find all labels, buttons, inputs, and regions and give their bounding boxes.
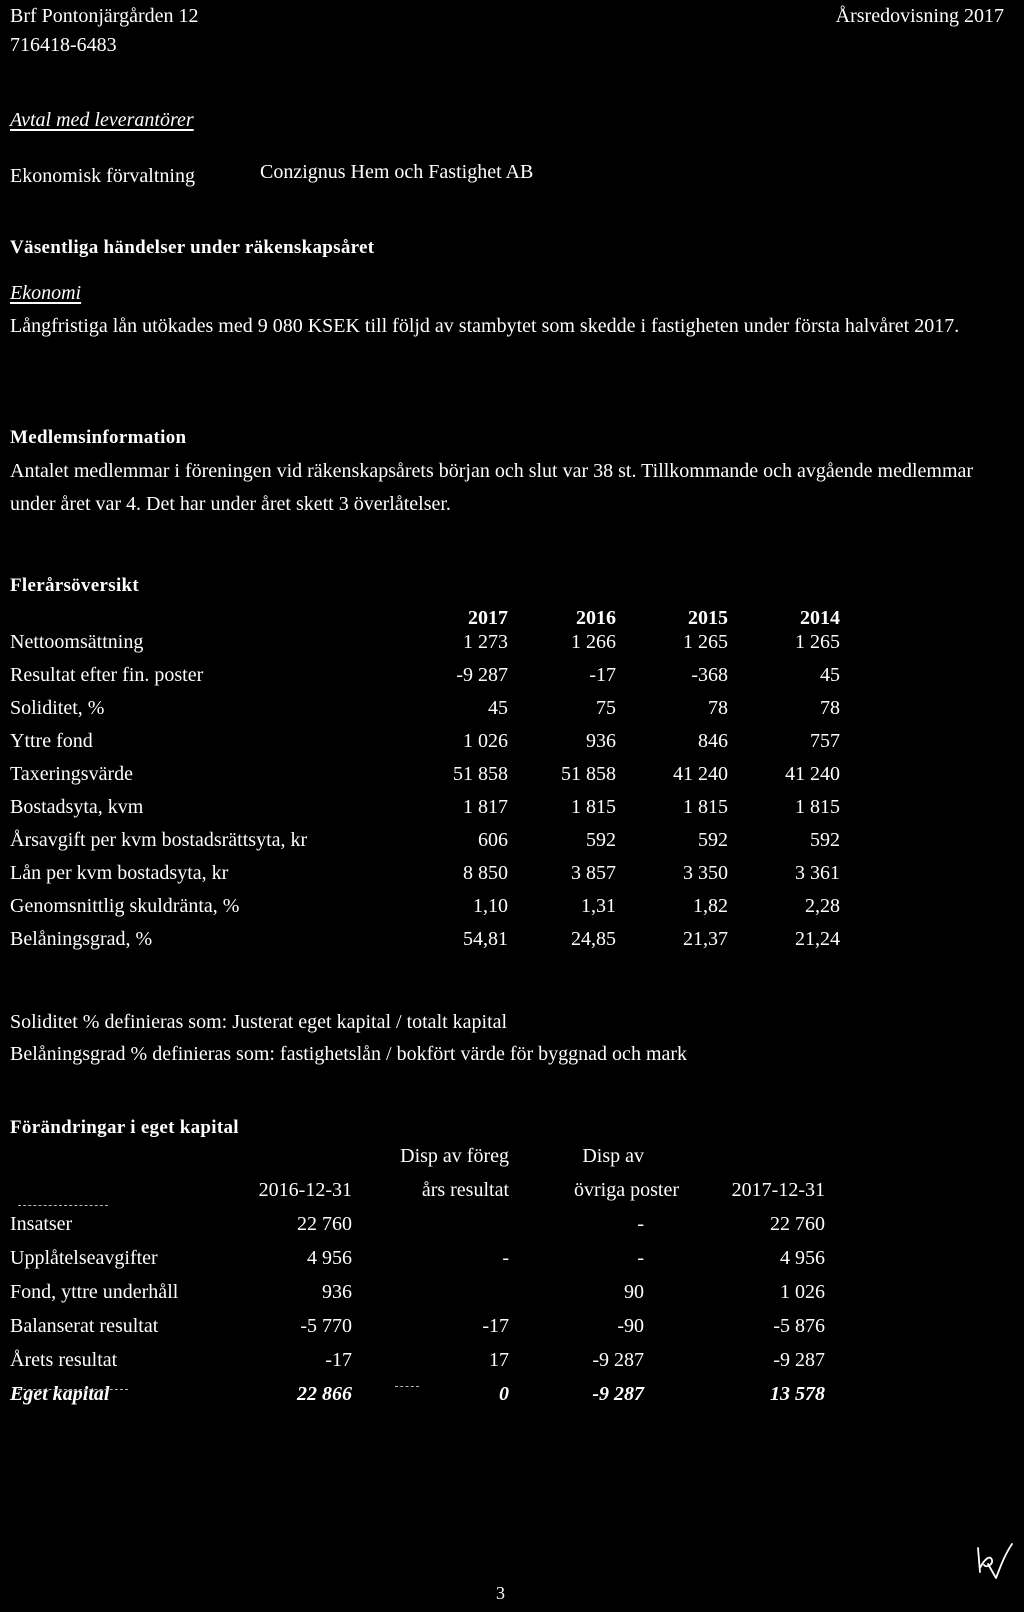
multi-year-row-label: Nettoomsättning (10, 631, 144, 653)
multi-year-cell: -17 (589, 664, 616, 686)
events-subheading: Ekonomi (10, 282, 82, 304)
multi-year-cell: 592 (810, 829, 840, 851)
multi-year-header-row (10, 607, 840, 632)
equity-cell: 4 956 (780, 1247, 825, 1269)
multi-year-cell: 3 361 (795, 862, 840, 884)
org-number: 716418-6483 (10, 34, 117, 56)
equity-cell: 0 (499, 1383, 509, 1405)
multi-year-row (10, 664, 840, 689)
equity-cell: -90 (617, 1315, 644, 1337)
multi-year-row-label: Bostadsyta, kvm (10, 796, 144, 818)
multi-year-row (10, 895, 840, 920)
multi-year-cell: 1 266 (571, 631, 616, 653)
multi-year-cell: 757 (810, 730, 840, 752)
multi-year-row-label: Resultat efter fin. poster (10, 664, 204, 686)
multi-year-cell: 8 850 (463, 862, 508, 884)
multi-year-cell: 1,82 (693, 895, 728, 917)
equity-col-header: övriga poster (574, 1179, 679, 1201)
multi-year-row (10, 862, 840, 887)
multi-year-cell: 592 (698, 829, 728, 851)
multi-year-cell: 2,28 (805, 895, 840, 917)
multi-year-cell: 1 815 (571, 796, 616, 818)
equity-cell: 1 026 (780, 1281, 825, 1303)
multi-year-cell: 41 240 (673, 763, 728, 785)
equity-cell: -17 (325, 1349, 352, 1371)
equity-cell: -9 287 (592, 1383, 644, 1405)
equity-row-label: Fond, yttre underhåll (10, 1281, 179, 1303)
multi-year-cell: 21,24 (795, 928, 840, 950)
equity-cell: 90 (624, 1281, 644, 1303)
multi-year-cell: 1 817 (463, 796, 508, 818)
equity-cell: - (637, 1213, 644, 1235)
multi-year-row (10, 631, 840, 656)
multi-year-cell: 3 857 (571, 862, 616, 884)
suppliers-value: Conzignus Hem och Fastighet AB (260, 161, 534, 183)
equity-row (10, 1214, 830, 1238)
multi-year-row-label: Belåningsgrad, % (10, 928, 153, 950)
equity-cell: -17 (482, 1315, 509, 1337)
members-heading: Medlemsinformation (10, 427, 187, 448)
scan-artifact-dash (18, 1205, 108, 1206)
equity-cell: 22 760 (297, 1213, 352, 1235)
equity-col-header: Disp av föreg (400, 1145, 509, 1167)
equity-col-header: års resultat (421, 1179, 509, 1201)
equity-col-header: Disp av (582, 1145, 644, 1167)
multi-year-cell: 936 (586, 730, 616, 752)
multi-year-cell: 24,85 (571, 928, 616, 950)
multi-year-cell: 21,37 (683, 928, 728, 950)
scan-artifact-dash (395, 1386, 419, 1387)
multi-year-table (10, 607, 840, 968)
multi-year-cell: 1 815 (795, 796, 840, 818)
multi-year-row-label: Yttre fond (10, 730, 93, 752)
definition-belaningsgrad: Belåningsgrad % definieras som: fastighetslån / bokfört värde för byggnad och mark (10, 1043, 688, 1065)
equity-cell: -9 287 (592, 1349, 644, 1371)
suppliers-heading: Avtal med leverantörer (10, 109, 194, 131)
multi-year-heading: Flerårsöversikt (10, 575, 140, 596)
equity-header-row-1 (10, 1146, 830, 1170)
multi-year-cell: 3 350 (683, 862, 728, 884)
year-header: 2014 (800, 607, 840, 629)
multi-year-cell: 75 (596, 697, 616, 719)
equity-cell: 17 (489, 1349, 509, 1371)
equity-cell: 22 866 (297, 1383, 352, 1405)
equity-cell: - (637, 1247, 644, 1269)
multi-year-cell: -368 (691, 664, 728, 686)
equity-table (10, 1146, 830, 1426)
multi-year-cell: 45 (488, 697, 508, 719)
equity-cell: - (502, 1247, 509, 1269)
equity-total-row (10, 1384, 830, 1408)
multi-year-row-label: Genomsnittlig skuldränta, % (10, 895, 240, 917)
multi-year-row-label: Taxeringsvärde (10, 763, 133, 785)
multi-year-cell: 1 026 (463, 730, 508, 752)
members-text: Antalet medlemmar i föreningen vid räkenskapsårets början och slut var 38 st. Tillkommande och avgående medlemmar under året var 4. Det har under året skett 3 överlåtelser. (10, 460, 974, 515)
multi-year-cell: 78 (820, 697, 840, 719)
multi-year-cell: 45 (820, 664, 840, 686)
multi-year-row (10, 829, 840, 854)
equity-cell: 13 578 (770, 1383, 825, 1405)
equity-row-label: Eget kapital (10, 1383, 110, 1405)
definition-soliditet: Soliditet % definieras som: Justerat eget kapital / totalt kapital (10, 1011, 508, 1033)
equity-cell: -5 876 (773, 1315, 825, 1337)
equity-heading: Förändringar i eget kapital (10, 1117, 239, 1138)
multi-year-row (10, 928, 840, 953)
multi-year-cell: 51 858 (561, 763, 616, 785)
multi-year-cell: 54,81 (463, 928, 508, 950)
events-heading: Väsentliga händelser under räkenskapsåret (10, 237, 375, 258)
multi-year-cell: 1 265 (683, 631, 728, 653)
equity-col-header: 2017-12-31 (731, 1179, 825, 1201)
multi-year-row-label: Soliditet, % (10, 697, 105, 719)
multi-year-row (10, 697, 840, 722)
multi-year-cell: 1,31 (581, 895, 616, 917)
multi-year-cell: 1 815 (683, 796, 728, 818)
multi-year-cell: 78 (708, 697, 728, 719)
equity-row-label: Årets resultat (10, 1349, 118, 1371)
page-number: 3 (496, 1583, 505, 1603)
equity-row (10, 1316, 830, 1340)
multi-year-cell: 1 265 (795, 631, 840, 653)
multi-year-cell: 1,10 (473, 895, 508, 917)
multi-year-cell: 846 (698, 730, 728, 752)
equity-header-row-2 (10, 1180, 830, 1204)
multi-year-cell: 41 240 (785, 763, 840, 785)
events-text: Långfristiga lån utökades med 9 080 KSEK till följd av stambytet som skedde i fastigheten under första halvåret 2017. (10, 315, 960, 337)
equity-cell: -9 287 (773, 1349, 825, 1371)
equity-row (10, 1350, 830, 1374)
multi-year-row (10, 796, 840, 821)
multi-year-row-label: Lån per kvm bostadsyta, kr (10, 862, 229, 884)
year-header: 2016 (576, 607, 616, 629)
equity-row-label: Balanserat resultat (10, 1315, 159, 1337)
equity-row (10, 1248, 830, 1272)
multi-year-cell: 51 858 (453, 763, 508, 785)
multi-year-cell: 592 (586, 829, 616, 851)
equity-row-label: Upplåtelseavgifter (10, 1247, 158, 1269)
equity-cell: 936 (322, 1281, 352, 1303)
equity-cell: -5 770 (300, 1315, 352, 1337)
equity-row (10, 1282, 830, 1306)
initials-signature (972, 1538, 1016, 1582)
year-header: 2015 (688, 607, 728, 629)
report-title: Årsredovisning 2017 (835, 5, 1004, 27)
multi-year-row (10, 763, 840, 788)
multi-year-row-label: Årsavgift per kvm bostadsrättsyta, kr (10, 829, 308, 851)
multi-year-cell: 1 273 (463, 631, 508, 653)
multi-year-cell: 606 (478, 829, 508, 851)
multi-year-row (10, 730, 840, 755)
year-header: 2017 (468, 607, 508, 629)
equity-col-header: 2016-12-31 (258, 1179, 352, 1201)
equity-row-label: Insatser (10, 1213, 73, 1235)
equity-cell: 4 956 (307, 1247, 352, 1269)
multi-year-cell: -9 287 (456, 664, 508, 686)
equity-cell: 22 760 (770, 1213, 825, 1235)
scan-artifact-dash (18, 1389, 128, 1390)
suppliers-label: Ekonomisk förvaltning (10, 165, 195, 187)
org-name: Brf Pontonjärgården 12 (10, 5, 199, 27)
